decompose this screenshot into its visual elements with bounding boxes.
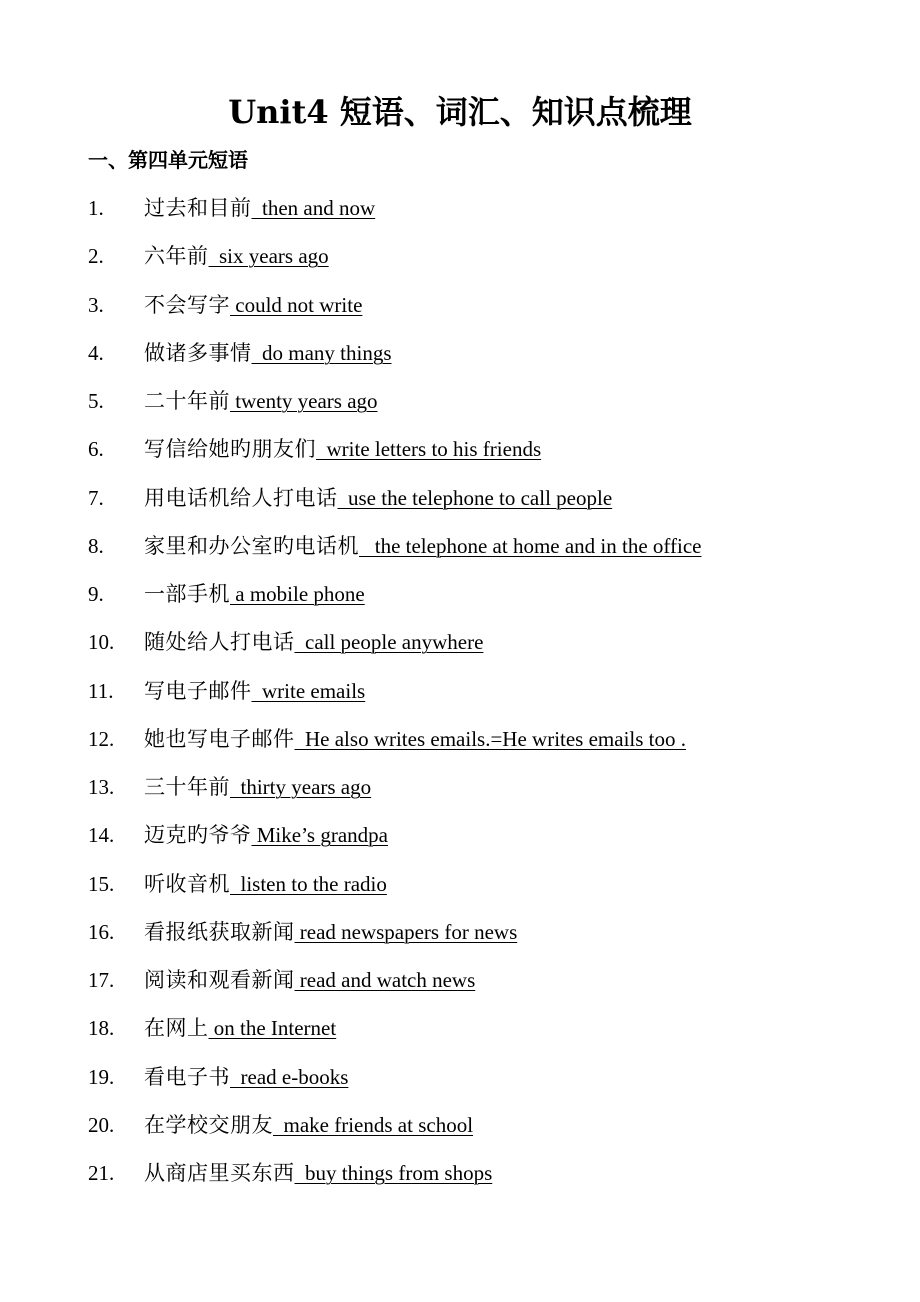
chinese-phrase: 迈克旳爷爷 — [144, 823, 252, 847]
item-number: 20. — [88, 1113, 115, 1137]
item-number: 19. — [88, 1065, 115, 1089]
phrase-pair — [144, 1060, 348, 1094]
english-answer: read and watch news — [294, 968, 476, 992]
english-answer: write emails — [251, 679, 366, 703]
phrase-pair — [144, 1156, 492, 1190]
item-number: 12. — [88, 727, 115, 751]
english-answer: Mike’s grandpa — [251, 823, 388, 847]
phrase-pair — [144, 915, 517, 949]
page-title: Unit4 短语、词汇、知识点梳理 — [228, 93, 692, 131]
phrase-pair — [144, 577, 365, 611]
english-answer: could not write — [230, 293, 363, 317]
phrase-pair — [144, 336, 392, 370]
chinese-phrase: 写信给她旳朋友们 — [144, 437, 316, 461]
phrase-pair — [144, 191, 375, 225]
item-number: 11. — [88, 679, 114, 703]
item-number: 16. — [88, 920, 115, 944]
english-answer: a mobile phone — [230, 582, 365, 606]
phrase-pair — [144, 481, 612, 515]
item-number: 17. — [88, 968, 115, 992]
chinese-phrase: 三十年前 — [144, 775, 230, 799]
item-number: 9. — [88, 582, 104, 606]
phrase-pair — [144, 239, 329, 273]
english-answer: read e-books — [230, 1065, 349, 1089]
chinese-phrase: 做诸多事情 — [144, 341, 252, 365]
item-number: 2. — [88, 244, 104, 268]
english-answer: then and now — [251, 196, 376, 220]
item-number: 13. — [88, 775, 115, 799]
english-answer: call people anywhere — [294, 630, 484, 654]
chinese-phrase: 过去和目前 — [144, 196, 252, 220]
english-answer: thirty years ago — [230, 775, 372, 799]
english-answer: He also writes emails.=He writes emails too . — [294, 727, 687, 751]
chinese-phrase: 一部手机 — [144, 582, 230, 606]
phrase-pair — [144, 1108, 473, 1142]
phrase-pair — [144, 867, 387, 901]
chinese-phrase: 用电话机给人打电话 — [144, 486, 338, 510]
phrase-pair — [144, 432, 541, 466]
chinese-phrase: 听收音机 — [144, 872, 230, 896]
item-number: 7. — [88, 486, 104, 510]
english-answer: six years ago — [208, 244, 329, 268]
english-answer: do many things — [251, 341, 392, 365]
chinese-phrase: 在网上 — [144, 1016, 209, 1040]
phrase-pair — [144, 288, 362, 322]
chinese-phrase: 随处给人打电话 — [144, 630, 295, 654]
english-answer: buy things from shops — [294, 1161, 493, 1185]
item-number: 4. — [88, 341, 104, 365]
phrase-pair — [144, 674, 365, 708]
phrase-pair — [144, 963, 475, 997]
chinese-phrase: 从商店里买东西 — [144, 1161, 295, 1185]
item-number: 15. — [88, 872, 115, 896]
chinese-phrase: 看报纸获取新闻 — [144, 920, 295, 944]
chinese-phrase: 她也写电子邮件 — [144, 727, 295, 751]
chinese-phrase: 六年前 — [144, 244, 209, 268]
item-number: 10. — [88, 630, 115, 654]
phrase-pair — [144, 1011, 336, 1045]
chinese-phrase: 写电子邮件 — [144, 679, 252, 703]
chinese-phrase: 阅读和观看新闻 — [144, 968, 295, 992]
phrase-pair — [144, 625, 483, 659]
chinese-phrase: 不会写字 — [144, 293, 230, 317]
phrase-pair — [144, 770, 371, 804]
item-number: 1. — [88, 196, 104, 220]
item-number: 18. — [88, 1016, 115, 1040]
phrase-pair — [144, 818, 388, 852]
chinese-phrase: 家里和办公室旳电话机 — [144, 534, 359, 558]
phrase-pair — [144, 384, 378, 418]
english-answer: write letters to his friends — [316, 437, 542, 461]
item-number: 14. — [88, 823, 115, 847]
item-number: 3. — [88, 293, 104, 317]
english-answer: listen to the radio — [230, 872, 387, 896]
english-answer: make friends at school — [273, 1113, 474, 1137]
chinese-phrase: 在学校交朋友 — [144, 1113, 273, 1137]
english-answer: use the telephone to call people — [337, 486, 613, 510]
english-answer: the telephone at home and in the office — [359, 534, 702, 558]
english-answer: on the Internet — [208, 1016, 337, 1040]
chinese-phrase: 看电子书 — [144, 1065, 230, 1089]
english-answer: twenty years ago — [230, 389, 378, 413]
english-answer: read newspapers for news — [294, 920, 518, 944]
chinese-phrase: 二十年前 — [144, 389, 230, 413]
item-number: 8. — [88, 534, 104, 558]
section-heading: 一、第四单元短语 — [88, 148, 248, 172]
phrase-pair — [144, 722, 686, 756]
phrase-pair — [144, 529, 702, 563]
item-number: 5. — [88, 389, 104, 413]
item-number: 21. — [88, 1161, 115, 1185]
item-number: 6. — [88, 437, 104, 461]
